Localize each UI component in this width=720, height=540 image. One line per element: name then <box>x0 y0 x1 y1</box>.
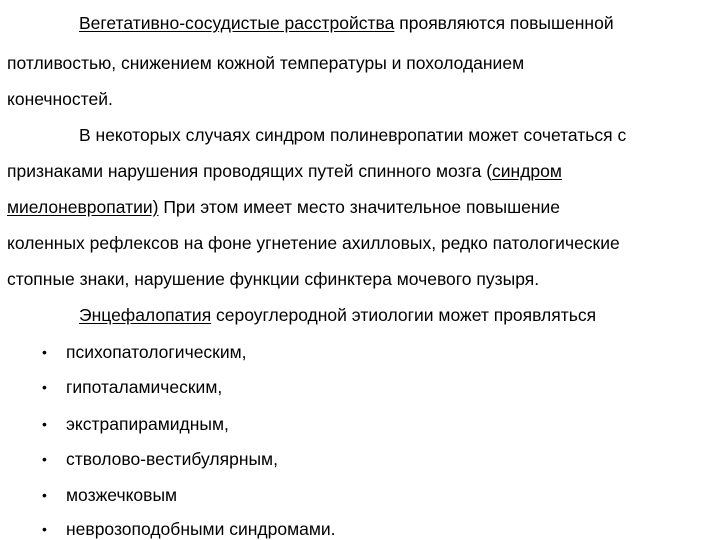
list-item-text: неврозоподобными синдромами. <box>66 519 336 539</box>
paragraph-1-line-2: потливостью, снижением кожной температуры и похолоданием <box>7 53 525 73</box>
list-item-text: экстрапирамидным, <box>66 414 229 434</box>
list-item-text: мозжечковым <box>66 485 178 505</box>
list-item <box>42 341 247 363</box>
list-item <box>42 484 177 506</box>
paragraph-1-line-3: конечностей. <box>7 89 113 109</box>
paragraph-2-line-3-text: При этом имеет место значительное повышение <box>158 197 561 217</box>
list-item <box>42 413 229 435</box>
paragraph-1-line-1 <box>79 12 614 34</box>
list-item <box>42 448 278 470</box>
bullet-icon: • <box>42 487 47 503</box>
paragraph-2-line-2-text: признаками нарушения проводящих путей спинного мозга ( <box>7 161 493 181</box>
list-item-text: гипоталамическим, <box>66 377 223 397</box>
paragraph-2-line-1: В некоторых случаях синдром полиневропатии может сочетаться с <box>79 125 627 145</box>
bullet-icon: • <box>42 451 47 467</box>
paragraph-2-line-4: коленных рефлексов на фоне угнетение ахилловых, редко патологические <box>7 233 620 253</box>
paragraph-1-line-1-text: проявляются повышенной <box>394 13 614 33</box>
bullet-icon: • <box>42 416 47 432</box>
term-syndrome: синдром <box>492 161 562 181</box>
term-vegetative-vascular-disorders: Вегетативно-сосудистые расстройства <box>79 13 395 33</box>
term-myeloneuropathy: миелоневропатии) <box>7 197 159 217</box>
paragraph-3-line-1 <box>79 304 596 326</box>
bullet-icon: • <box>42 521 47 537</box>
bullet-icon: • <box>42 344 47 360</box>
paragraph-2-line-2 <box>7 160 562 182</box>
term-encephalopathy: Энцефалопатия <box>79 305 212 325</box>
paragraph-3-line-1-text: сероуглеродной этиологии может проявляться <box>211 305 597 325</box>
paragraph-2-line-5: стопные знаки, нарушение функции сфинктера мочевого пузыря. <box>7 269 540 289</box>
list-item <box>42 376 222 398</box>
bullet-icon: • <box>42 379 47 395</box>
list-item <box>42 518 336 540</box>
list-item-text: стволово-вестибулярным, <box>66 449 278 469</box>
paragraph-2-line-3 <box>7 196 560 218</box>
list-item-text: психопатологическим, <box>66 342 247 362</box>
